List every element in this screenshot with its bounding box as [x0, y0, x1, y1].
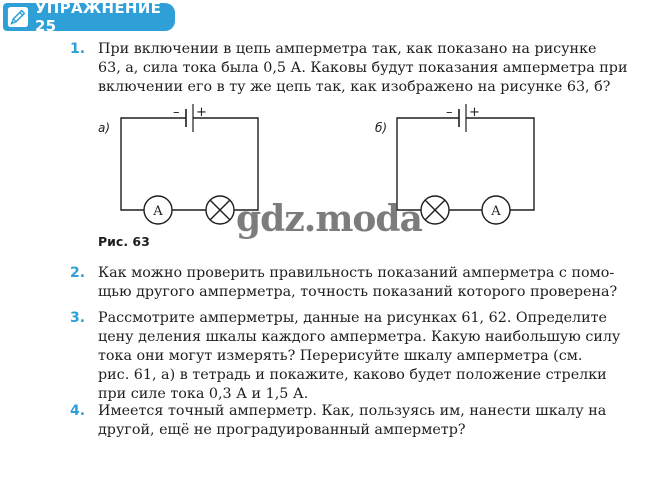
task-line: тока они могут измерять? Перерисуйте шкалу амперметра (см. — [98, 348, 583, 364]
task-line: Имеется точный амперметр. Как, пользуясь им, нанести шкалу на — [98, 403, 607, 419]
task-line: при силе тока 0,3 А и 1,5 А. — [98, 386, 309, 402]
panel-a-label: а) — [98, 121, 111, 135]
plus-sign: + — [196, 105, 207, 120]
task-line: При включении в цепь амперметра так, как показано на рисунке — [98, 41, 597, 57]
task-line: включении его в ту же цепь так, как изображено на рисунке 63, б? — [98, 79, 611, 95]
task-line: Рассмотрите амперметры, данные на рисунках 61, 62. Определите — [98, 310, 608, 326]
ammeter-symbol: A — [153, 204, 163, 219]
task-2-text — [98, 264, 648, 302]
task-1-number: 1. — [70, 41, 86, 57]
wire — [193, 118, 258, 210]
task-line: 63, а, сила тока была 0,5 А. Каковы будут показания амперметра при — [98, 60, 628, 76]
wire — [397, 118, 459, 210]
task-line: рис. 61, а) в тетрадь и покажите, каково будет положение стрелки — [98, 367, 607, 383]
task-line: цену деления шкалы каждого амперметра. Какую наибольшую силу — [98, 329, 621, 345]
task-4-text — [98, 402, 648, 440]
minus-sign: – — [446, 105, 453, 120]
task-3-number: 3. — [70, 310, 86, 326]
exercise-title: УПРАЖНЕНИЕ 25 — [34, 0, 162, 35]
watermark: gdz.moda — [236, 198, 422, 240]
panel-b-label: б) — [375, 121, 388, 135]
task-line: Как можно проверить правильность показаний амперметра с помо- — [98, 265, 615, 281]
figure-caption: Рис. 63 — [98, 234, 150, 249]
plus-sign: + — [469, 105, 480, 120]
ammeter-symbol: A — [491, 204, 501, 219]
task-line: другой, ещё не проградуированный амперметр? — [98, 422, 466, 438]
minus-sign: – — [173, 105, 180, 120]
task-3-text — [98, 309, 648, 404]
task-line: щью другого амперметра, точность показаний которого проверена? — [98, 284, 618, 300]
task-2-number: 2. — [70, 265, 86, 281]
task-4-number: 4. — [70, 403, 86, 419]
